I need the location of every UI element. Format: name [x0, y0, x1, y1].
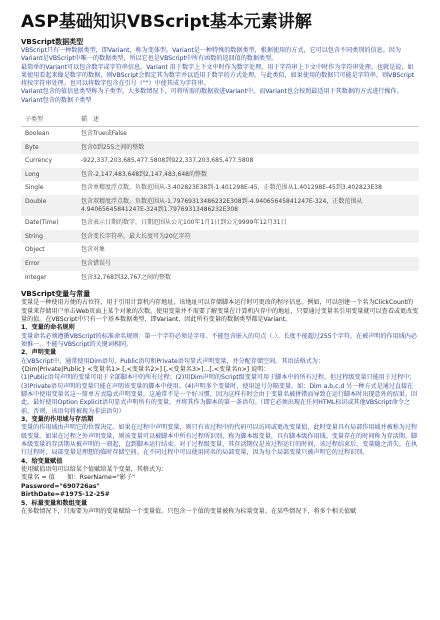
subheading: 2、声明变量: [21, 349, 57, 357]
paragraph: 变量命名必须遵循VBScript的标准命名规则：第一个字符必须是字母。不能包含嵌入的句点（.）。长度不能超过255个字符。在被声明的作用域内必须惟一。不能与VBScript的关键词相同。: [21, 332, 417, 348]
paragraph: (1)Public语句声明的变量可用于全部脚本中的所有过程；(2)用Dim声明的Script级变量可用于脚本中的所有过程，但过程级变量只能用于过程中；(3)Private语句声明的变量只能在声明该变量的脚本中使用。(4)声明多个变量时，使用逗号分隔变量。如：Dim a,b,c,d 另一种方式是通过直接在脚本中使用变量名这一简单方式隐式声明变量。这通常不是一个好习惯，因为这样有时会由于变量名被拼错而导致在运行脚本时出现意外的结果。因此，最好使用Option Explicit语句显式声明所有的变量，并将其作为脚本的第一条语句。（即它必须出现在任何HTML标识或其他VBScript命令之前，否则，该语句将被视为非法语句）: [21, 374, 418, 415]
code-line: 变量名 = 值 如：RserName="影子": [21, 474, 135, 482]
description-cell: 包含错误号: [77, 257, 419, 271]
table-row: [21, 154, 419, 168]
syntax-line: {Dim|Private|Public} <变量名1> [,<变量名2>] [,<变量名3>]...[,<变量名n>] 说明：: [21, 365, 270, 373]
description-cell: 包含0到255之间的整数: [77, 141, 419, 155]
table-row: [21, 216, 419, 230]
description-cell: 包含True或False: [81, 130, 127, 138]
paragraph: 在多数情况下，只需要为声明的变量赋给一个变量值。只包含一个值的变量被称为标量变量。在某些情况下，将多个相关值赋: [21, 508, 357, 516]
section-heading-data-types: VBScript数据类型: [21, 38, 84, 46]
description-cell: 包含32,768到32,767之间的整数: [81, 273, 171, 281]
table-row: [21, 195, 419, 216]
subtype-cell: Byte: [21, 141, 77, 155]
section-heading-variables: VBScript变量与常量: [21, 290, 91, 299]
subtype-cell: Currency: [25, 157, 53, 165]
paragraph: 使用赋值语句可以给某个值赋给某个变量，其格式为：: [21, 466, 168, 474]
description-cell: 包含-2,147,483,648到2,147,483,648的整数: [77, 168, 419, 182]
table-row: [21, 168, 419, 182]
subtype-cell: Error: [21, 257, 77, 271]
table-row: [21, 257, 419, 271]
subheading: 1、变量的命名规则: [21, 324, 75, 332]
paragraph: 变量的作用域由声明它的位置决定。如果在过程中声明变量，则只有该过程中的代码可以访问或更改变量值，此时变量具有局部作用域并被称为过程级变量。如果在过程之外声明变量，则该变量可以被脚本中所有过程所识别，称为脚本级变量，具有脚本级作用域。变量存在的时间称为存活期。脚本级变量的存活期从被声明的一刻起，直到脚本运行结束。对于过程级变量，其存活期仅是该过程运行的时间，该过程结束后，变量随之消失。在执行过程时，局部变量是理想的临时存储空间。在不同过程中可以使用同名的局部变量，因为每个局部变量只被声明它的过程识别。: [21, 424, 418, 457]
table-header-row: [21, 111, 419, 127]
table-row: [21, 181, 419, 195]
paragraph: Variant包含的数据子类型: [21, 96, 92, 104]
column-header-subtype: 子类型: [21, 111, 77, 127]
paragraph: 在VBScript中，通常使用Dim语句、Public语句和Private语句显式声明变量，并分配存储空间。其语法格式为：: [21, 357, 324, 365]
subtype-cell: String: [21, 230, 77, 244]
subtype-cell: Date(Time): [25, 219, 59, 227]
subheading: 4、给变量赋值: [21, 457, 63, 465]
description-cell: 包含对象: [81, 246, 106, 254]
subtype-cell: Integer: [25, 273, 47, 281]
subtype-cell: Object: [25, 246, 45, 254]
subtype-cell: Double: [21, 195, 77, 216]
subtype-table: [21, 111, 419, 284]
description-cell: 包含单精度浮点数，负数范围从-3.402823E38到-1.401298E-45，正数范围从1.401298E-45到3.402823E38: [81, 184, 382, 192]
description-cell: -922,337,203,685,477.5808到922,337,203,685,477.5808: [81, 157, 254, 165]
table-row: [21, 230, 419, 244]
subheading: 5、标量变量和数组变量: [21, 499, 88, 507]
description-cell: 包含表示日期的数字，日期范围从公元100年1月1日到公元9999年12月31日: [81, 219, 287, 227]
subheading: 3、变量的作用域与存活期: [21, 415, 94, 423]
paragraph: 变量是一种使用方便的占位符，用于引用计算机内存地址，该地址可以存储脚本运行时可更改的程序信息。例如，可以创建一个名为ClickCount的变量来存储用户单击Web页面上某个对象的次数。使用变量并不需要了解变量在计算机内存中的地址，只要通过变量名引用变量就可以查看或更改变量的值。在VBScript中只有一个基本数据类型，即Variant，因此所有变量的数据类型都是Variant。: [21, 299, 419, 323]
table-row: [21, 271, 419, 285]
paragraph: VBScript只有一种数据类型，即Variant，称为变体型。Variant是一种特殊的数据类型，根据使用的方式，它可以包含不同类别的信息。因为Variant是VBScript中唯一的数据类型，所以它也是VBScript中所有函数的返回值的数据类型。: [21, 47, 401, 63]
page-title: ASP基础知识VBScript基本元素讲解: [21, 12, 312, 32]
paragraph: 最简单的Variant可以包含数字或字符串信息。Variant 用于数字上下文中时作为数字处理，用于字符串上下文中时作为字符串处理。也就是说，如果使用看起来像是数字的数据，则VBScript会假定其为数字并以适用于数字的方式处理。与此类似，如果使用的数据只可能是字符串，则VBScript将按字符串处理。也可以将数字包含在引号（""）中使其成为字符串。: [21, 63, 415, 88]
paragraph: Variant包含的值信息类型称为子类型。大多数情况下，可将所需的数据放进Variant中，而Variant也会按照最适用于其数据的方式进行操作。: [21, 88, 403, 96]
subtype-cell: Long: [21, 168, 77, 182]
table-row: [21, 127, 419, 141]
description-cell: 包含双精度浮点数，负数范围从-1.79769313486232E308到-4.94065645841247E-324，正数范围从4.94065645841247E-324到1.79769313486232E308: [77, 195, 419, 216]
description-cell: 包含变长字符串，最大长度可为20亿字符: [77, 230, 419, 244]
subtype-cell: Single: [25, 184, 44, 192]
code-line: Password="690726as": [21, 482, 100, 490]
subtype-cell: Boolean: [25, 130, 50, 138]
code-line: BirthDate=#1975-12-25#: [21, 491, 110, 499]
column-header-description: 描 述: [77, 111, 419, 127]
table-row: [21, 141, 419, 155]
table-row: [21, 243, 419, 257]
